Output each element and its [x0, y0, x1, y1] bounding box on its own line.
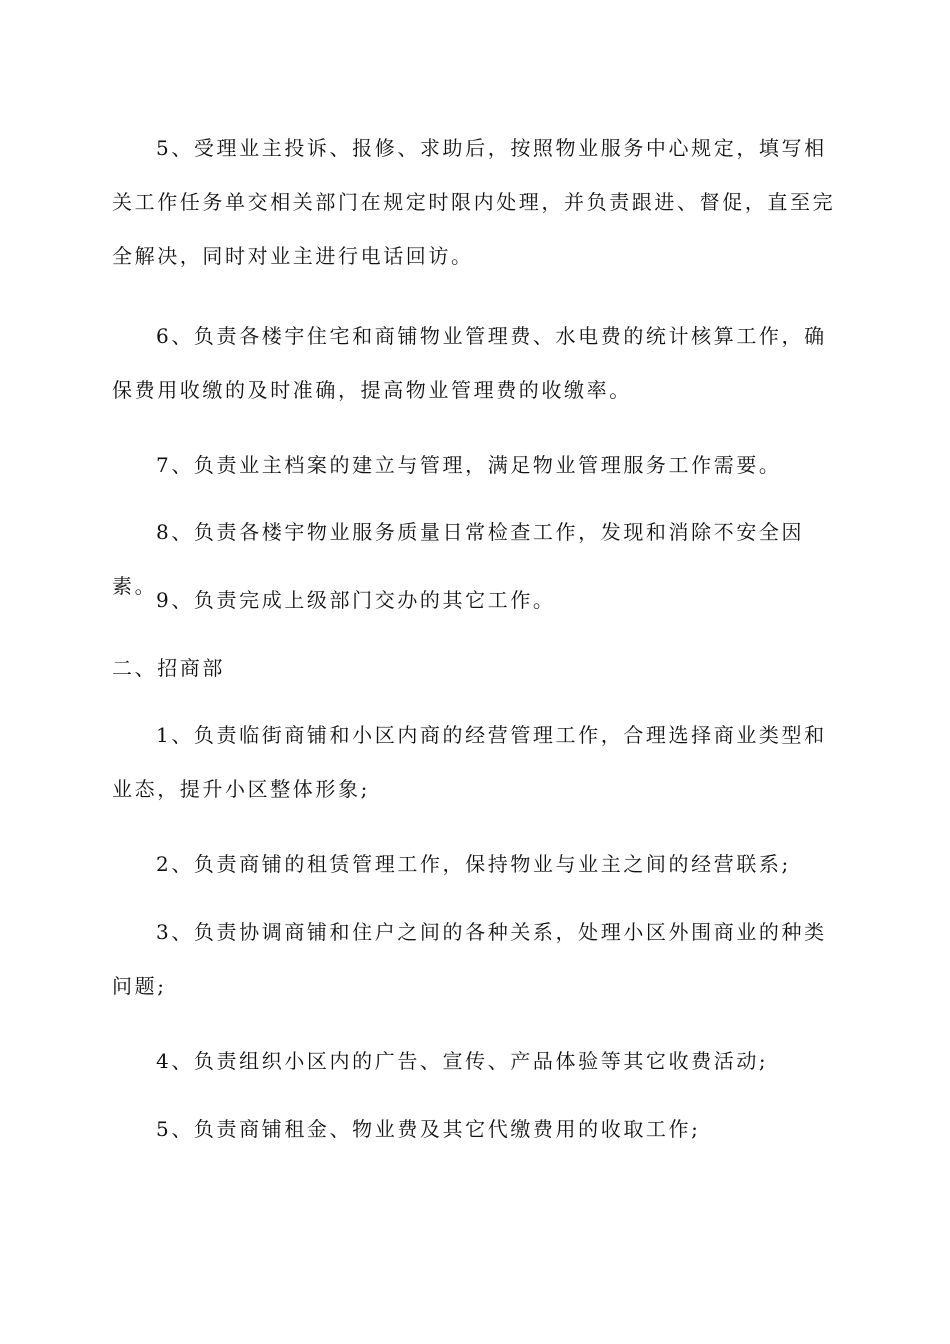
section-item-3: 3、负责协调商铺和住户之间的各种关系，处理小区外围商业的种类问题; — [112, 920, 827, 998]
section-item-1: 1、负责临街商铺和小区内商的经营管理工作，合理选择商业类型和业态，提升小区整体形象; — [112, 723, 827, 801]
section-item-2: 2、负责商铺的租赁管理工作，保持物业与业主之间的经营联系; — [156, 852, 791, 876]
paragraph-item-8: 8、负责各楼宇物业服务质量日常检查工作，发现和消除不安全因素。 — [112, 520, 805, 598]
paragraph-item-7: 7、负责业主档案的建立与管理，满足物业管理服务工作需要。 — [156, 453, 782, 477]
paragraph-item-9: 9、负责完成上级部门交办的其它工作。 — [156, 588, 556, 612]
paragraph-item-5: 5、受理业主投诉、报修、求助后，按照物业服务中心规定，填写相关工作任务单交相关部门在规定时限内处理，并负责跟进、督促，直至完全解决，同时对业主进行电话回访。 — [112, 136, 836, 268]
paragraph-item-6: 6、负责各楼宇住宅和商铺物业管理费、水电费的统计核算工作，确保费用收缴的及时准确，提高物业管理费的收缴率。 — [112, 324, 827, 402]
section-item-5: 5、负责商铺租金、物业费及其它代缴费用的收取工作; — [156, 1117, 701, 1141]
section-heading: 二、招商部 — [112, 656, 225, 680]
section-item-4: 4、负责组织小区内的广告、宣传、产品体验等其它收费活动; — [156, 1049, 769, 1073]
